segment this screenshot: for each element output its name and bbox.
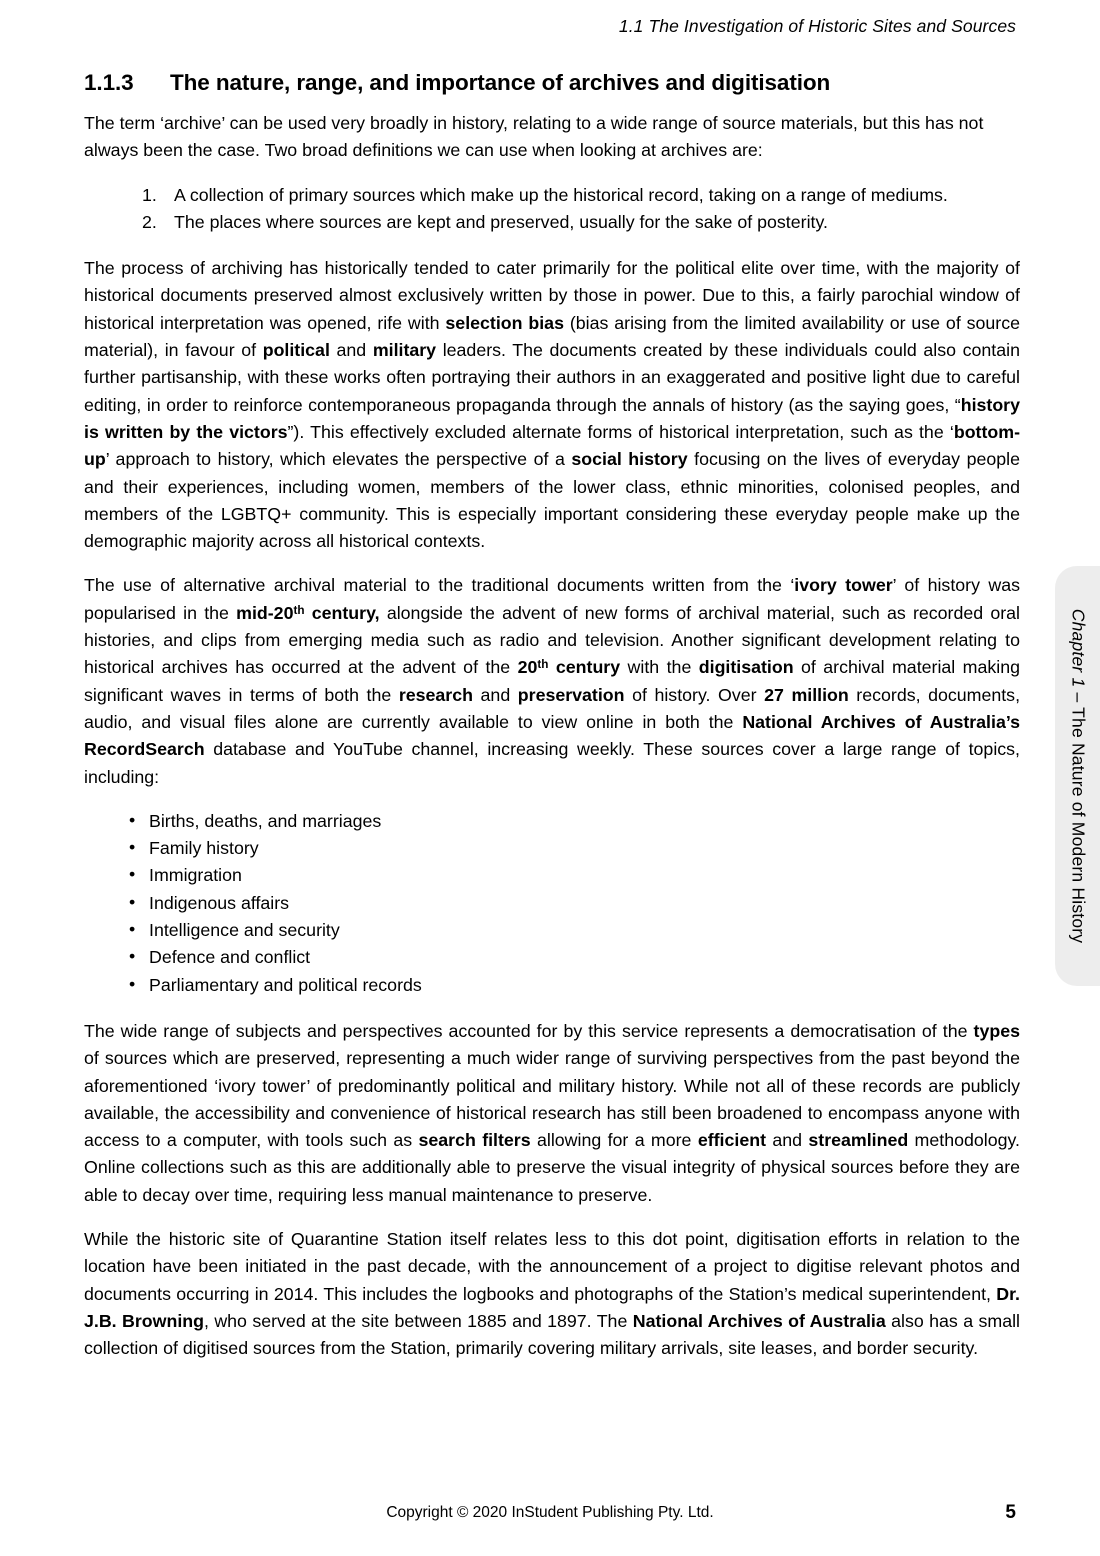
chapter-side-tab: [1055, 566, 1100, 986]
emphasis-naa-recordsearch: National Archives of Australia’s RecordSearch: [84, 711, 1020, 760]
emphasis-research: research: [398, 684, 473, 705]
list-item: • Immigration: [129, 862, 1020, 889]
emphasis-27-million: 27 million: [764, 684, 849, 705]
text-run: records, documents, audio, and visual files alone are currently available to view online in both the: [84, 684, 1021, 732]
text-run: alongside the advent of new forms of archival material, such as recorded oral histories, and clips from emerging media such as radio and television. Another significant development relating to historical archives has occurred at the advent of the: [84, 602, 1020, 678]
text-run: focusing on the lives of everyday people and their experiences, including women, members of the lower class, ethnic minorities, colonised peoples, and members of the LGBTQ+ community. This is especially important considering these everyday people make up the demographic majority across all historical contexts.: [84, 449, 1020, 552]
list-item: • Intelligence and security: [129, 917, 1020, 944]
emphasis-search-filters: search filters: [418, 1130, 531, 1151]
text-run: also has a small collection of digitised sources from the Station, primarily covering military arrivals, site leases, and border security.: [84, 1310, 1020, 1359]
list-item: • Indigenous affairs: [129, 890, 1020, 917]
text-run: of sources which are preserved, representing a much wider range of surviving perspectives from the past beyond the aforementioned ‘ivory tower’ of predominantly political and military history. While not all of these records are publicly available, the accessibility and convenience of historical research has still been broadened to encompass anyone with access to a computer, with tools such as: [84, 1048, 1020, 1151]
text-run: The wide range of subjects and perspectives accounted for by this service represents a democratisation of the: [84, 1020, 974, 1041]
text-run: of history. Over: [624, 684, 765, 705]
text-run: leaders. The documents created by these individuals could also contain further partisanship, with these works often portraying their authors in an exaggerated and positive light due to careful editing, in order to reinforce contemporaneous propaganda through the annals of history (as the saying goes, “: [84, 340, 1020, 415]
paragraph-intro: The term ‘archive’ can be used very broadly in history, relating to a wide range of source materials, but this has not always been the case. Two broad definitions we can use when looking at archives are:: [84, 113, 984, 161]
text-run: The use of alternative archival material to the traditional documents written from the ‘: [84, 575, 795, 596]
emphasis-history-written-by-victors: history is written by the victors: [84, 394, 1020, 442]
emphasis-military: military: [372, 340, 437, 361]
ordinal-suffix: th: [293, 603, 305, 617]
text-run: ”). This effectively excluded alternate forms of historical interpretation, such as the ‘: [287, 421, 954, 442]
copyright-notice: Copyright © 2020 InStudent Publishing Pty. Ltd.: [386, 1504, 714, 1521]
paragraph-democratisation: [84, 1018, 1020, 1209]
emphasis-20th-century: [518, 657, 621, 677]
text-run: methodology. Online collections such as this are additionally able to preserve the visual integrity of physical sources before they are able to decay over time, requiring less manual maintenance to preserve.: [84, 1130, 1020, 1205]
emphasis-selection-bias: selection bias: [445, 312, 564, 333]
emphasis-national-archives: National Archives of Australia: [632, 1310, 886, 1331]
ordinal-suffix: th: [537, 658, 549, 672]
page-footer: [84, 1504, 1016, 1528]
list-item: • Births, deaths, and marriages: [129, 808, 1020, 835]
text-run: database and YouTube channel, increasing weekly. These sources cover a large range of topics, including:: [84, 739, 1020, 787]
section-title: The nature, range, and importance of archives and digitisation: [170, 70, 831, 95]
text-run: and: [766, 1130, 809, 1151]
text-run: 20: [517, 657, 538, 678]
list-item: • Family history: [129, 835, 1020, 862]
running-header: 1.1 The Investigation of Historic Sites and Sources: [618, 16, 1016, 36]
section-number: 1.1.3: [84, 70, 134, 95]
page-content: [84, 70, 1020, 1362]
paragraph-alternative-material: [84, 572, 1020, 790]
list-item: A collection of primary sources which make up the historical record, taking on a range of mediums.: [174, 184, 948, 205]
chapter-name-label: – The Nature of Modern History: [1068, 687, 1088, 944]
text-run: The process of archiving has historically tended to cater primarily for the political elite over time, with the majority of historical documents preserved almost exclusively written by those in power. Due to this, a fairly parochial window of historical interpretation was opened, rife with: [84, 258, 1020, 333]
text-run: ’ of history was popularised in the: [84, 575, 1020, 623]
emphasis-digitisation: digitisation: [698, 657, 794, 678]
text-run: While the historic site of Quarantine Station itself relates less to this dot point, digitisation efforts in relation to the location have been initiated in the past decade, with the announcement of a project to digitise relevant photos and documents occurring in 2014. This includes the logbooks and photographs of the Station’s medical superintendent,: [84, 1228, 1020, 1304]
emphasis-streamlined: streamlined: [808, 1130, 909, 1151]
paragraph-archiving-process: [84, 255, 1020, 555]
text-run: (bias arising from the limited availability or use of source material), in favour of: [84, 312, 1021, 361]
text-run: mid-20: [236, 602, 294, 623]
text-run: century,: [304, 602, 380, 623]
emphasis-political: political: [262, 340, 330, 361]
text-run: ’ approach to history, which elevates the perspective of a: [105, 449, 572, 470]
emphasis-preservation: preservation: [517, 684, 625, 705]
emphasis-social-history: social history: [571, 449, 688, 470]
text-run: , who served at the site between 1885 and 1897. The: [203, 1310, 633, 1331]
list-item: The places where sources are kept and preserved, usually for the sake of posterity.: [174, 211, 828, 232]
text-run: with the: [620, 657, 699, 678]
chapter-number-label: Chapter 1: [1068, 608, 1088, 688]
paragraph-quarantine-station: [84, 1226, 1020, 1362]
list-item: • Parliamentary and political records: [129, 972, 1020, 999]
text-run: and: [472, 684, 518, 705]
text-run: allowing for a more: [530, 1130, 698, 1151]
emphasis-efficient: efficient: [697, 1130, 766, 1151]
chapter-tab-label: [1067, 609, 1088, 944]
text-run: century: [548, 657, 621, 678]
page-number: 5: [1005, 1502, 1016, 1523]
topics-list: [84, 808, 1020, 999]
text-run: of archival material making significant waves in terms of both the: [84, 657, 1020, 705]
emphasis-ivory-tower: ivory tower: [794, 575, 893, 596]
emphasis-bottom-up: bottom-up: [84, 421, 1020, 470]
emphasis-types: types: [973, 1020, 1020, 1041]
list-item: • Defence and conflict: [129, 944, 1020, 971]
page-title: [84, 70, 1020, 96]
emphasis-mid-20th-century: [236, 603, 379, 623]
definitions-list: [84, 182, 1020, 237]
emphasis-dr-browning: Dr. J.B. Browning: [84, 1283, 1020, 1331]
text-run: and: [329, 340, 373, 361]
